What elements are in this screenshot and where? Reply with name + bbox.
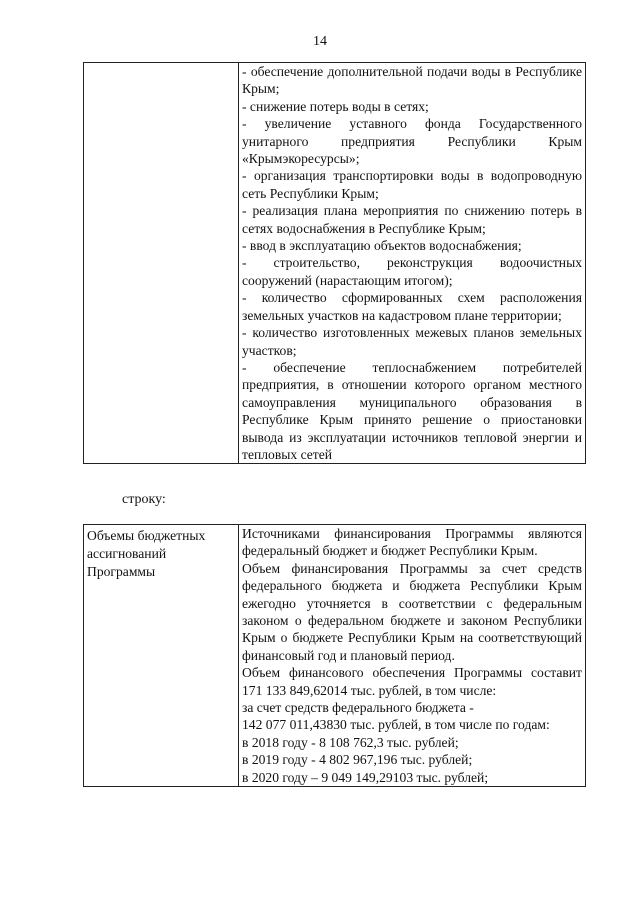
- table-row: [84, 525, 586, 787]
- budget-paragraph: Источниками финансирования Программы являются федеральный бюджет и бюджет Республики Крым.: [242, 526, 582, 559]
- budget-label-cell: [84, 525, 239, 787]
- list-item: - организация транспортировки воды в водопроводную сеть Республики Крым;: [242, 168, 582, 201]
- budget-paragraph: в 2019 году - 4 802 967,196 тыс. рублей;: [242, 752, 473, 768]
- list-item: - количество сформированных схем расположения земельных участков на кадастровом плане территории;: [242, 290, 582, 323]
- budget-paragraph: 142 077 011,43830 тыс. рублей, в том числе по годам:: [242, 717, 550, 733]
- list-item: - реализация плана мероприятия по снижению потерь в сетях водоснабжения в Республике Крым;: [242, 203, 582, 236]
- list-item: - ввод в эксплуатацию объектов водоснабжения;: [242, 238, 522, 254]
- budget-label: Объемы бюджетных ассигнований Программы: [87, 528, 206, 579]
- budget-paragraph: в 2020 году – 9 049 149,29103 тыс. рублей;: [242, 769, 489, 785]
- budget-paragraph: в 2018 году - 8 108 762,3 тыс. рублей;: [242, 734, 459, 750]
- list-item: - количество изготовленных межевых планов земельных участков;: [242, 325, 582, 358]
- list-item: - строительство, реконструкция водоочистных сооружений (нарастающим итогом);: [242, 255, 582, 288]
- list-item: - обеспечение теплоснабжением потребителей предприятия, в отношении которого органом местного самоуправления муниципального образования в Республике Крым принято решение о приостановки вывода из эксплуатации источников тепловой энергии и тепловых сетей: [242, 359, 582, 462]
- budget-paragraph: Объем финансового обеспечения Программы составит 171 133 849,62014 тыс. рублей, в том числе:: [242, 665, 582, 698]
- budget-paragraph: за счет средств федерального бюджета -: [242, 700, 474, 716]
- budget-table: [83, 524, 586, 787]
- indicators-cell: [239, 63, 586, 464]
- list-item: - снижение потерь воды в сетях;: [242, 98, 429, 114]
- budget-paragraph: Объем финансирования Программы за счет средств федерального бюджета и бюджета Республики Крым ежегодно уточняется в соответствии с федеральным законом о федеральном бюджете и законом Республики Крым о бюджете Республики Крым на соответствующий финансовый год и плановый период.: [242, 560, 582, 663]
- budget-details-cell: [239, 525, 586, 787]
- list-item: - обеспечение дополнительной подачи воды в Республике Крым;: [242, 64, 582, 97]
- page-number: 14: [313, 34, 327, 49]
- table-row: [84, 63, 586, 464]
- list-item: - увеличение уставного фонда Государственного унитарного предприятия Республики Крым «Крымэкоресурсы»;: [242, 116, 582, 167]
- empty-left-cell: [84, 63, 239, 464]
- continuation-table: [83, 62, 586, 464]
- intro-text: строку:: [122, 492, 166, 507]
